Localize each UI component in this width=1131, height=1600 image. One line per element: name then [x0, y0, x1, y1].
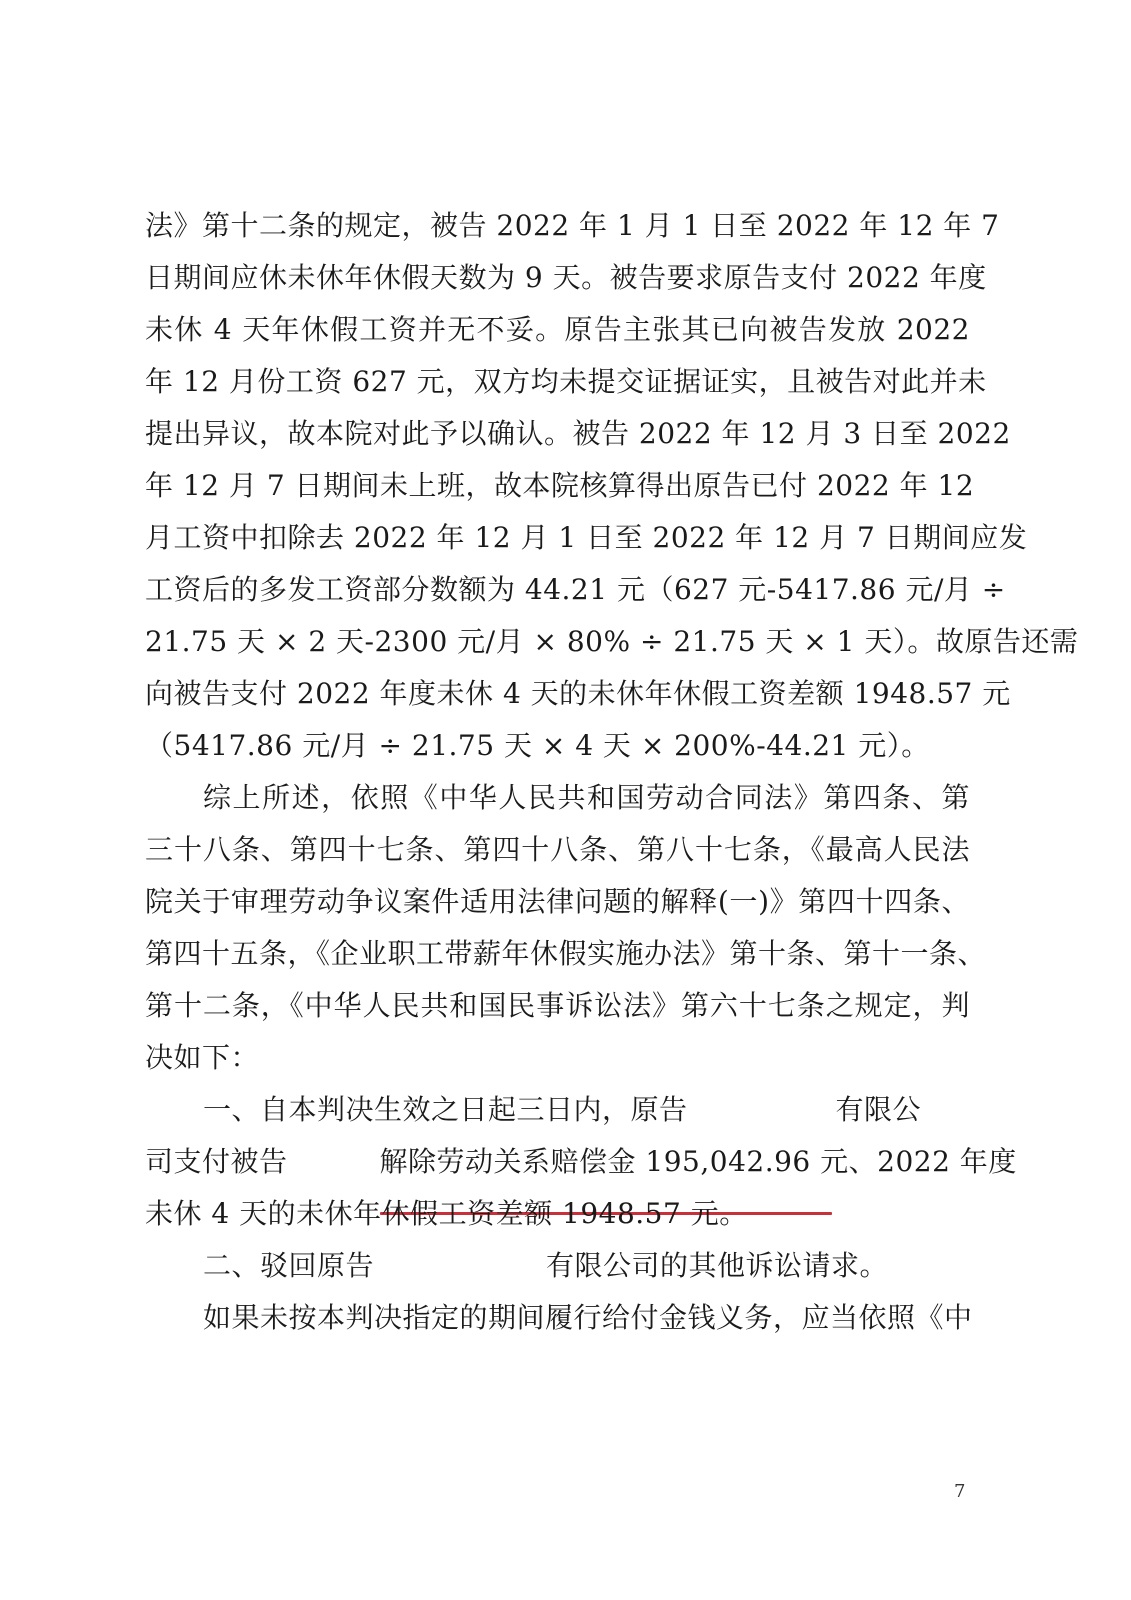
judgment-item-1-line-b-suffix: 2022 年度	[877, 1145, 1017, 1178]
text-line-paragraph-start: 如果未按本判决指定的期间履行给付金钱义务，应当依照《中	[203, 1301, 973, 1334]
text-line: 第四十五条，《企业职工带薪年休假实施办法》第十条、第十一条、	[145, 937, 987, 970]
text-line: 年 12 月份工资 627 元，双方均未提交证据证实，且被告对此并未	[145, 365, 987, 398]
judgment-item-1-prefix: 一、自本判决生效之日起三日内，原告	[203, 1093, 688, 1126]
text-line: 法》第十二条的规定，被告 2022 年 1 月 1 日至 2022 年 12 年 7	[145, 209, 1000, 242]
text-line: 三十八条、第四十七条、第四十八条、第八十七条，《最高人民法	[145, 833, 970, 866]
text-line: （5417.86 元/月 ÷ 21.75 天 × 4 天 × 200%-44.21 元）。	[145, 729, 930, 762]
page-number: 7	[954, 1481, 966, 1502]
text-line-paragraph-start: 综上所述，依照《中华人民共和国劳动合同法》第四条、第	[203, 781, 970, 814]
text-line: 提出异议，故本院对此予以确认。被告 2022 年 12 月 3 日至 2022	[145, 417, 1011, 450]
judgment-item-2-suffix: 有限公司的其他诉讼请求。	[546, 1249, 889, 1282]
text-line: 未休 4 天年休假工资并无不妥。原告主张其已向被告发放 2022	[145, 313, 970, 346]
compensation-amount-highlight: 解除劳动关系赔偿金 195,042.96 元、	[379, 1145, 878, 1178]
judgment-item-2-prefix: 二、驳回原告	[203, 1249, 375, 1282]
text-line: 决如下：	[145, 1041, 260, 1074]
judgment-item-2	[145, 1246, 970, 1286]
text-line: 日期间应休未休年休假天数为 9 天。被告要求原告支付 2022 年度	[145, 261, 987, 294]
text-line: 月工资中扣除去 2022 年 12 月 1 日至 2022 年 12 月 7 日期间应发	[145, 521, 1028, 554]
text-line: 年 12 月 7 日期间未上班，故本院核算得出原告已付 2022 年 12	[145, 469, 975, 502]
judgment-item-1-suffix: 有限公	[835, 1093, 922, 1126]
judgment-item-1-line-b	[145, 1142, 1017, 1182]
text-line: 向被告支付 2022 年度未休 4 天的未休年休假工资差额 1948.57 元	[145, 677, 1011, 710]
text-line: 未休 4 天的未休年休假工资差额 1948.57 元。	[145, 1197, 748, 1230]
judgment-item-1-line-b-prefix: 司支付被告	[145, 1145, 288, 1178]
text-line: 第十二条，《中华人民共和国民事诉讼法》第六十七条之规定，判	[145, 989, 970, 1022]
judgment-item-1-line-a	[145, 1090, 970, 1130]
text-line: 院关于审理劳动争议案件适用法律问题的解释(一)》第四十四条、	[145, 885, 970, 918]
text-line: 21.75 天 × 2 天-2300 元/月 × 80% ÷ 21.75 天 × 1 天）。故原告还需	[145, 625, 1079, 658]
text-line: 工资后的多发工资部分数额为 44.21 元（627 元-5417.86 元/月 ÷	[145, 573, 1006, 606]
